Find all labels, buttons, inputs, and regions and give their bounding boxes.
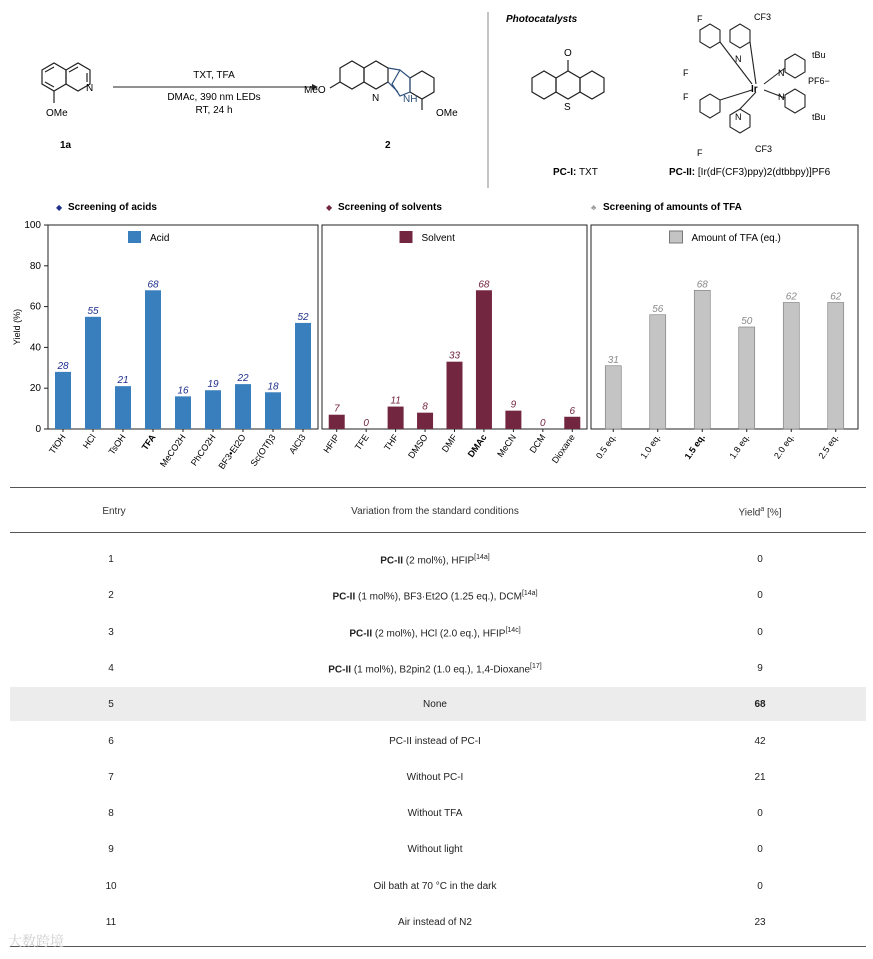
table-row: [10, 542, 866, 576]
table-header-entry: Entry: [102, 506, 126, 517]
data-label: 8: [422, 401, 428, 413]
chart-title: Screening of acids: [68, 202, 157, 213]
condition-line-3: RT, 24 h: [195, 105, 233, 116]
section-bullet-icon: ◆: [326, 203, 333, 212]
data-label: 68: [478, 279, 490, 291]
variation-cell: Without PC-I: [406, 771, 464, 783]
bar: [783, 303, 799, 429]
pc2-f1: F: [697, 14, 703, 24]
pc1-structure: [532, 60, 604, 99]
variation-cell: PC-II (2 mol%), HCl (2.0 eq.), HFIP[14c]: [349, 626, 521, 639]
data-label: 11: [390, 395, 401, 407]
data-label: 18: [267, 381, 279, 393]
chart-title: Screening of amounts of TFA: [603, 202, 742, 213]
entry-cell: 9: [108, 844, 114, 856]
pc2-f3: F: [683, 92, 689, 102]
table-row: [10, 651, 866, 685]
bar: [175, 396, 191, 429]
variation-cell: Oil bath at 70 °C in the dark: [373, 880, 497, 892]
table-row: [10, 615, 866, 649]
product-substituent-right: OMe: [436, 108, 458, 119]
bar: [115, 386, 131, 429]
data-label: 62: [785, 291, 797, 303]
reactant-n: N: [86, 83, 94, 94]
pc2-pf6: PF6−: [808, 76, 830, 86]
bar: [235, 384, 251, 429]
data-label: 50: [741, 316, 753, 327]
entry-cell: 11: [105, 917, 117, 928]
data-label: 28: [57, 360, 69, 372]
bar: [447, 362, 463, 429]
yield-cell: 42: [754, 735, 766, 747]
x-tick-label: 1.0 eq.: [638, 432, 663, 461]
table-top-rule: [10, 487, 866, 488]
product-structure: [330, 61, 434, 110]
entry-cell: 7: [108, 771, 114, 783]
x-tick-label: DMAc: [465, 432, 489, 460]
legend-swatch: [400, 231, 413, 243]
yield-cell: 0: [757, 590, 763, 602]
variation-cell: PC-II instead of PC-I: [389, 735, 481, 747]
data-label: 56: [652, 303, 664, 315]
data-label: 22: [237, 373, 249, 385]
bar: [388, 407, 404, 429]
condition-line-1: TXT, TFA: [193, 70, 235, 81]
reactant-id: 1a: [60, 140, 72, 151]
yield-cell: 0: [757, 554, 763, 565]
bar: [85, 317, 101, 429]
yield-cell: 0: [757, 626, 763, 638]
table-row: [10, 905, 866, 939]
x-tick-label: DMF: [439, 432, 460, 455]
entry-cell: 1: [108, 554, 114, 565]
data-label: 68: [147, 279, 159, 291]
x-tick-label: BF3•Et2O: [216, 432, 248, 472]
table-header-yield: Yield$^a$ [%]: [738, 506, 782, 519]
data-label: 55: [87, 305, 99, 317]
y-tick-label: 0: [35, 424, 41, 435]
pc2-ir: Ir: [751, 84, 758, 95]
x-tick-label: 1.8 eq.: [727, 432, 752, 461]
table-row: [10, 832, 866, 866]
yield-cell: 68: [754, 699, 766, 711]
variation-cell: PC-II (1 mol%), B2pin2 (1.0 eq.), 1,4-Dioxane[17]: [328, 662, 542, 676]
pc2-n2: N: [735, 112, 742, 122]
x-tick-label: MeCO2H: [157, 432, 188, 469]
data-label: 19: [207, 379, 219, 391]
entry-cell: 2: [108, 590, 114, 602]
pc2-structure: [700, 24, 805, 133]
table-header-variation: Variation from the standard conditions: [351, 506, 519, 517]
product-substituent-left: MeO: [304, 85, 326, 96]
variation-cell: PC-II (2 mol%), HFIP[14a]: [380, 554, 490, 567]
table-row: [10, 796, 866, 830]
table-row: [10, 578, 866, 612]
entry-cell: 10: [105, 880, 117, 892]
legend-label: Solvent: [421, 233, 455, 244]
bar: [564, 417, 580, 429]
y-axis-label: Yield (%): [12, 308, 22, 346]
yield-cell: 0: [757, 808, 763, 820]
screening-charts: [0, 190, 873, 485]
y-tick-label: 60: [29, 301, 41, 313]
x-tick-label: HFIP: [321, 432, 342, 455]
legend-swatch: [670, 231, 683, 243]
legend-label: Acid: [150, 233, 170, 244]
bar: [694, 290, 710, 429]
table-row: [10, 687, 866, 721]
y-tick-label: 80: [29, 260, 41, 272]
pc2-f2: F: [683, 68, 689, 78]
pc2-tbu1: tBu: [812, 50, 826, 60]
variation-cell: Air instead of N2: [398, 917, 472, 928]
data-label: 16: [177, 385, 189, 397]
variation-cell: Without light: [407, 844, 463, 856]
x-tick-label: AlCl3: [287, 432, 308, 456]
bar: [605, 366, 621, 429]
x-tick-label: DCM: [527, 432, 548, 455]
x-tick-label: 2.5 eq.: [816, 432, 841, 461]
x-tick-label: DMSO: [406, 432, 430, 461]
table-header-rule: [10, 532, 866, 533]
bar: [476, 290, 492, 429]
yield-cell: 9: [757, 662, 763, 674]
x-tick-label: HCl: [80, 432, 98, 451]
x-tick-label: 2.0 eq.: [771, 432, 796, 461]
y-tick-label: 100: [24, 220, 41, 231]
data-label: 21: [117, 375, 129, 387]
bar: [145, 290, 161, 429]
bar: [828, 303, 844, 429]
data-label: 7: [333, 403, 340, 415]
data-label: 31: [607, 354, 619, 366]
data-label: 0: [540, 418, 546, 429]
reactant-substituent: OMe: [46, 108, 68, 119]
x-tick-label: 0.5 eq.: [593, 432, 618, 461]
x-tick-label: TsOH: [106, 432, 128, 457]
yield-cell: 0: [757, 880, 763, 892]
x-tick-label: THF: [382, 432, 401, 453]
yield-cell: 21: [754, 771, 766, 783]
pc2-n3: N: [778, 68, 785, 78]
pc1-caption: PC-I: TXT: [553, 167, 598, 178]
photocatalysts-heading: Photocatalysts: [506, 14, 578, 25]
table-row: [10, 869, 866, 903]
x-tick-label: Dioxane: [549, 432, 577, 466]
x-tick-label: Sc(OTf)3: [248, 432, 278, 469]
section-bullet-icon: ♣: [591, 203, 597, 212]
watermark: 大数跨境: [8, 933, 64, 949]
pc2-cf3-a: CF3: [754, 12, 772, 22]
product-nh: NH: [403, 94, 418, 105]
yield-cell: 0: [757, 844, 763, 856]
data-label: 6: [569, 405, 576, 417]
entry-cell: 3: [108, 626, 114, 638]
pc2-n1: N: [735, 54, 742, 64]
entry-cell: 4: [108, 662, 114, 674]
pc1-oxygen: O: [564, 48, 572, 59]
reaction-scheme: [0, 0, 873, 190]
bar: [417, 413, 433, 429]
bar: [739, 327, 755, 429]
pc2-f4: F: [697, 148, 703, 158]
variation-cell: Without TFA: [407, 808, 463, 820]
x-tick-label: PhCO2H: [188, 432, 218, 468]
bar: [295, 323, 311, 429]
entry-cell: 8: [108, 808, 114, 820]
chart-frame: [591, 225, 858, 429]
yield-cell: 23: [754, 917, 766, 928]
variation-cell: PC-II (1 mol%), BF3·Et2O (1.25 eq.), DCM[14a]: [332, 590, 538, 603]
x-tick-label: 1.5 eq.: [682, 432, 707, 462]
data-label: 62: [830, 291, 842, 303]
data-label: 68: [696, 279, 708, 291]
x-tick-label: MeCN: [495, 432, 519, 460]
bar: [205, 390, 221, 429]
pc1-sulfur: S: [564, 102, 571, 113]
y-tick-label: 40: [29, 342, 41, 354]
y-tick-label: 20: [29, 383, 41, 395]
variation-cell: None: [423, 699, 447, 711]
pc2-caption: PC-II: [Ir(dF(CF3)ppy)2(dtbbpy)]PF6: [669, 167, 831, 178]
table-bottom-rule: [10, 946, 866, 947]
table-row: [10, 724, 866, 758]
data-label: 52: [297, 311, 309, 323]
data-label: 9: [510, 399, 517, 411]
pc2-cf3-b: CF3: [755, 144, 773, 154]
data-label: 33: [448, 350, 461, 362]
legend-label: Amount of TFA (eq.): [691, 233, 781, 244]
bar: [505, 411, 521, 429]
bar: [329, 415, 345, 429]
x-tick-label: TfOH: [47, 432, 68, 456]
legend-swatch: [128, 231, 141, 243]
condition-line-2: DMAc, 390 nm LEDs: [167, 92, 261, 103]
product-n: N: [372, 93, 380, 104]
bar: [265, 392, 281, 429]
entry-cell: 6: [108, 735, 114, 747]
x-tick-label: TFE: [352, 432, 371, 453]
bar: [55, 372, 71, 429]
x-tick-label: TFA: [139, 432, 158, 453]
pc2-tbu2: tBu: [812, 112, 826, 122]
pc2-n4: N: [778, 92, 785, 102]
reactant-structure: [42, 63, 90, 103]
entry-cell: 5: [108, 699, 114, 711]
product-id: 2: [385, 140, 391, 151]
table-row: [10, 760, 866, 794]
section-bullet-icon: ◆: [56, 203, 63, 212]
bar: [650, 315, 666, 429]
data-label: 0: [363, 418, 369, 429]
chart-title: Screening of solvents: [338, 202, 442, 213]
